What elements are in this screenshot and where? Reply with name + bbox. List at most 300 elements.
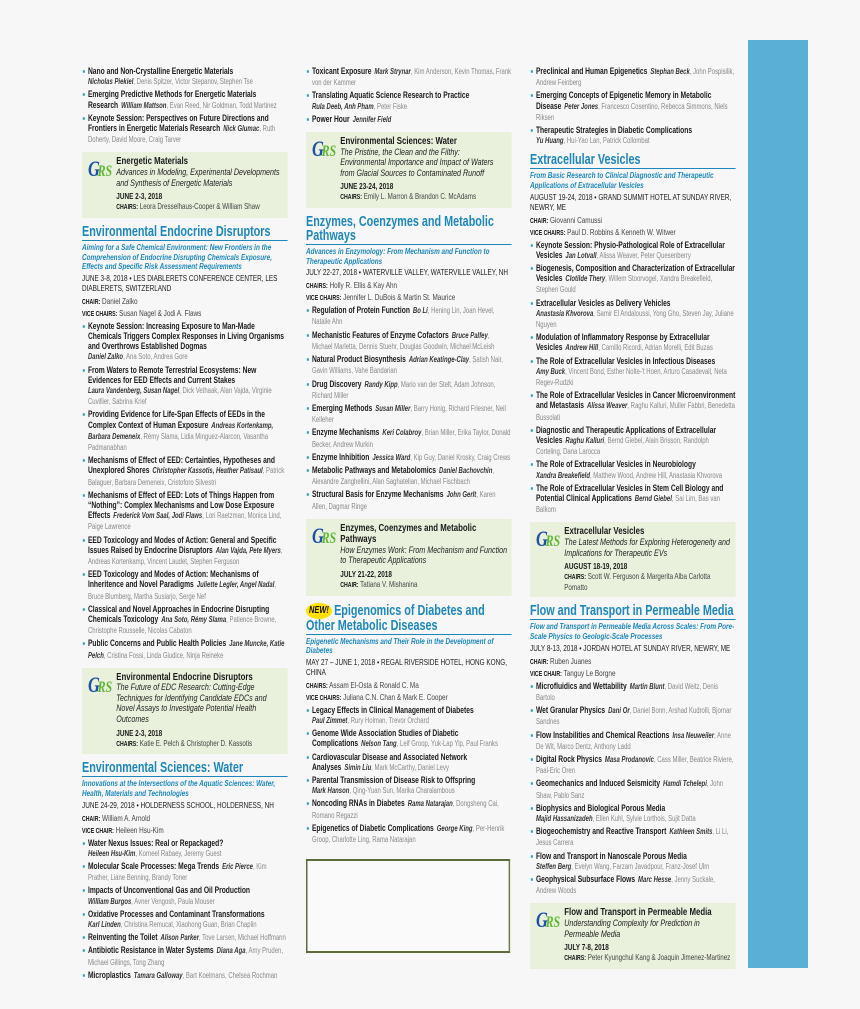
lead-speaker: Simin Liu (344, 762, 372, 772)
conference-title-text: Extracellular Vesicles (530, 152, 641, 169)
chairs-label: CHAIRS: (340, 194, 363, 202)
speakers: , Vincent Bond, Esther Nolte-'t Hoen, Arturo Casadevall, Neta Regev-Rudzki (535, 366, 727, 388)
lead-speaker: Insa Neuweiler (672, 730, 715, 740)
chair-line (530, 668, 736, 680)
speakers: , Hening Lin, Joan Hevel, Natalie Ahn (311, 306, 495, 327)
speakers: , Daniel Bonn, Arshad Kudrolli, Bjornar Sandnes (535, 706, 732, 727)
session-item (82, 113, 288, 146)
chair-line (530, 215, 736, 227)
speakers: , Mark McCarthy, Daniel Levy (371, 762, 449, 772)
session-item (82, 455, 288, 488)
lead-speaker: Steffen Berg (535, 861, 572, 871)
session-title: Water Nexus Issues: Real or Repackaged? (87, 837, 224, 848)
conference-title (82, 761, 288, 777)
speakers: , John Pospisilik, Andrew Feinberg (535, 67, 735, 88)
grs-date: JUNE 2-3, 2018 (116, 191, 163, 202)
chairs-names: Peter Kyungchul Kang & Joaquin Jimenez-Martinez (587, 952, 731, 963)
chair-line (530, 656, 736, 668)
session-item (82, 604, 288, 637)
new-badge: NEW! (306, 603, 332, 619)
session-item (82, 535, 288, 568)
lead-speaker: Keri Colabroy (382, 428, 422, 438)
session-title: Regulation of Protein Function (311, 305, 410, 316)
session-item (82, 89, 288, 110)
session-title: Digital Rock Physics (535, 753, 602, 764)
grs-subtitle: Understanding Complexity for Prediction in Permeable Media (564, 917, 700, 940)
lead-speaker: Alan Vajda, Pete Myers (215, 545, 281, 555)
speakers: , Peter Fiske (373, 101, 408, 111)
session-item (530, 730, 736, 752)
lead-speaker: Andrew Hill (565, 343, 599, 353)
session-title: Enzyme Mechanisms (311, 427, 380, 438)
session-item (530, 240, 736, 261)
session-list (82, 321, 288, 661)
session-item (306, 775, 512, 796)
lead-speaker: Peter Jones (564, 101, 599, 111)
session-title: Keynote Session: Physio-Pathological Role of Extracellular Vesicles (535, 239, 725, 260)
lead-speaker: Tamara Galloway (133, 970, 183, 980)
lead-speaker: Nick Glumac (223, 124, 260, 134)
lead-speaker: Masa Prodanovic (604, 754, 654, 764)
speakers: , John Shaw, Pablo Sanz (535, 779, 724, 800)
conference-title (530, 604, 736, 620)
speakers: , Bart Koelmans, Chelsea Rochman (182, 970, 278, 980)
speakers: , Dongsheng Cai, Romano Regazzi (311, 799, 499, 820)
session-title: Geophysical Subsurface Flows (535, 874, 636, 884)
grs-chairs (340, 192, 507, 203)
session-item (82, 321, 288, 363)
session-title: Oxidative Processes and Contaminant Transformations (87, 908, 265, 919)
lead-speaker: Diana Aga (216, 946, 246, 956)
chair-line (530, 227, 736, 239)
column-1 (82, 66, 288, 988)
conference-title (306, 215, 512, 245)
grs-date: JULY 21-22, 2018 (340, 568, 392, 579)
conference-section (306, 603, 512, 846)
grs-seminar-box (306, 132, 512, 208)
lead-speaker: Amy Buck (535, 366, 566, 376)
speakers: , Patrick Balaguer, Barbara Demeneix, Cristoforo Silvestri (87, 466, 285, 487)
session-title: Extracellular Vesicles as Delivery Vehicles (535, 297, 671, 308)
session-title: The Role of Extracellular Vesicles in Infectious Diseases (535, 355, 716, 366)
chairs-label: CHAIRS: (116, 204, 139, 212)
speakers: , Per-Henrik Groop, Charlotte Ling, Rama Natarajan (311, 823, 505, 844)
session-title: Microplastics (87, 969, 131, 980)
session-item (306, 728, 512, 749)
session-item (306, 705, 512, 726)
lead-speaker: Clotilde Thery (565, 274, 606, 284)
grs-chairs (564, 572, 731, 592)
session-item (306, 823, 512, 845)
conference-dateline: AUGUST 19-24, 2018 • GRAND SUMMIT HOTEL AT SUNDAY RIVER, NEWRY, ME (530, 192, 732, 212)
session-item (530, 459, 736, 480)
session-list (530, 681, 736, 897)
conference-section (306, 215, 512, 512)
conference-title-text: Epigenomics of Diabetes and Other Metabolic Diseases (306, 602, 485, 634)
session-title: Mechanisms of Effect of EED: Lots of Things Happen from “Nothing”: Complex Mechanisms and Low Dose Exposure Effects (87, 489, 275, 521)
chair-line (82, 813, 288, 825)
grs-seminar-box (530, 522, 736, 597)
speakers: , Dick Vethaak, Alan Vajda, Virginie Cuvillier, Sabrina Krief (87, 385, 272, 407)
grs-seminar-box (82, 668, 288, 754)
session-item (530, 332, 736, 353)
session-item (82, 365, 288, 408)
chair-label: CHAIR: (82, 815, 101, 823)
speakers: , Denis Spitzer, Victor Stepanov, Stephen Tse (133, 77, 253, 87)
grs-title: Environmental Sciences: Water (340, 135, 457, 148)
lead-speaker: Anastasia Khvorova (535, 308, 594, 318)
chair-label: CHAIR: (530, 217, 549, 225)
session-item (530, 483, 736, 516)
chairs-names: Tatiana V. Mishanina (360, 578, 418, 589)
lead-speaker: William Burgos (87, 896, 132, 906)
grs-chairs (564, 953, 731, 964)
session-item (82, 970, 288, 981)
chairs-label: CHAIRS: (564, 574, 587, 582)
session-title: Mechanistic Features of Enzyme Cofactors (311, 329, 449, 340)
session-title: The Role of Extracellular Vesicles in Neurobiology (535, 459, 696, 470)
speakers: , Ana Soto, Andrea Gore (123, 352, 188, 362)
session-item (306, 752, 512, 773)
chair-names: Assam El-Osta & Ronald C. Ma (329, 679, 419, 690)
chairs-names: Scott W. Ferguson & Margerita Alba Carlotta Pomatto (564, 571, 711, 592)
session-item (530, 125, 736, 146)
lead-speaker: Stephan Beck (650, 67, 690, 76)
chair-names: Tanguy Le Borgne (563, 667, 616, 678)
speakers: , Francesco Cosentino, Rebecca Simmons, Niels Riksen (535, 101, 728, 122)
session-title: Toxicant Exposure (311, 66, 372, 76)
speakers: , Bruce Blumberg, Martha Susiarjo, Serge Nef (87, 580, 277, 601)
speakers: , Sai Lim, Bas van Balkom (535, 494, 720, 515)
chair-names: Jennifer L. DuBois & Martin St. Maurice (343, 292, 456, 303)
chair-line (306, 692, 512, 704)
grs-title: Flow and Transport in Permeable Media (564, 906, 712, 919)
chair-label: CHAIR: (530, 658, 549, 666)
session-list (82, 838, 288, 981)
session-title: Providing Evidence for Life-Span Effects of EEDs in the Complex Context of Human Exposure (87, 409, 265, 430)
grs-seminar-box (530, 903, 736, 968)
chair-label: VICE CHAIRS: (306, 694, 342, 702)
lead-speaker: Raghu Kalluri (565, 436, 605, 446)
conference-subtitle: Advances in Enzymology: From Mechanism and Function to Therapeutic Applications (306, 245, 490, 266)
speakers: , Qing-Yuan Sun, Marika Charalambous (349, 786, 455, 796)
lead-speaker: Yu Huang (535, 136, 564, 146)
session-title: Translating Aquatic Science Research to Practice (311, 90, 470, 101)
speakers: , Andreas Kortenkamp, Vincent Laudet, Stephen Ferguson (87, 545, 283, 566)
session-title: Emerging Concepts of Epigenetic Memory in Metabolic Disease (535, 90, 712, 111)
session-item (530, 356, 736, 389)
speakers: , Karen Allen, Dagmar Ringe (311, 490, 496, 511)
speakers: , Amy Pruden, Michael Gillings, Tong Zhang (87, 946, 283, 967)
session-item (530, 826, 736, 848)
session-item (306, 66, 512, 88)
session-item (306, 452, 512, 463)
conference-dateline: JULY 22-27, 2018 • WATERVILLE VALLEY, WATERVILLE VALLEY, NH (306, 267, 508, 278)
conference-subtitle: Innovations at the Intersections of the Aquatic Sciences: Water, Health, Materials and Technologies (82, 778, 276, 799)
chair-line (306, 280, 512, 292)
conference-title (82, 225, 288, 241)
lead-speaker: Bruce Palfey (451, 330, 488, 340)
session-title: Keynote Session: Increasing Exposure to Man-Made Chemicals Triggers Complex Responses in Living Organisms and Overthrows Established Dogmas (87, 320, 284, 352)
conference-title (306, 603, 512, 635)
session-title: Therapeutic Strategies in Diabetic Complications (535, 125, 693, 136)
speakers: , Christina Remucal, Xiaohong Guan, Brian Chaplin (120, 920, 257, 930)
session-title: Biogeochemistry and Reactive Transport (535, 826, 667, 837)
session-item (306, 114, 512, 125)
session-title: Emerging Methods (311, 402, 373, 413)
grs-logo: GRS (87, 156, 113, 182)
speakers: , Hui-Yao Lan, Patrick Collombat (563, 136, 650, 146)
speakers: , Barry Honig, Richard Friesner, Neil Kelleher (311, 403, 506, 425)
chair-line (82, 308, 288, 320)
grs-seminar-box (82, 152, 288, 217)
session-list (530, 240, 736, 516)
session-title: Parental Transmission of Disease Risk to Offspring (311, 774, 476, 785)
conference-title-text: Flow and Transport in Permeable Media (530, 603, 734, 620)
chairs-label: CHAIR: (340, 581, 359, 589)
session-title: The Role of Extracellular Vesicles in Cancer Microenvironment and Metastasis (535, 390, 736, 411)
speakers: , Lori Raetzman, Monica Lind, Paige Lawrence (87, 511, 282, 532)
lead-speaker: Bo Li (412, 306, 428, 316)
column-2 (306, 66, 512, 953)
grs-title: Enzymes, Coenzymes and Metabolic Pathways (340, 521, 477, 546)
lead-speaker: Marc Hesse (638, 875, 672, 884)
conference-section (82, 761, 288, 981)
speakers: , Satish Nair, Gavin Williams, Vahe Bandarian (311, 355, 503, 376)
conference-section (530, 604, 736, 896)
lead-speaker: Daniel Bachovchin (439, 465, 493, 475)
grs-chairs (340, 580, 507, 591)
session-title: Genome Wide Association Studies of Diabetic Complications (311, 728, 459, 749)
grs-title: Energetic Materials (116, 155, 189, 168)
conference-subtitle: From Basic Research to Clinical Diagnostic and Therapeutic Applications of Extracellular Vesicles (530, 170, 714, 191)
session-title: Metabolic Pathways and Metabolomics (311, 464, 437, 475)
chairs-label: CHAIRS: (564, 955, 587, 963)
lead-speaker: Randy Kipp (364, 379, 398, 389)
lead-speaker: Hamdi Tchelepi (663, 779, 707, 789)
session-item (82, 409, 288, 453)
column-3 (530, 66, 736, 976)
speakers: , Willem Stoorvogel, Xandra Breakefield, Stephen Gould (535, 274, 713, 295)
lead-speaker: Jane Muncke, Katie Pelch (87, 639, 285, 660)
lead-speaker: Mark Hanson (311, 786, 350, 796)
conference-title-text: Environmental Endocrine Disruptors (82, 223, 271, 240)
grs-logo: GRS (311, 136, 337, 162)
session-item (530, 754, 736, 776)
session-title: Epigenetics of Diabetic Complications (311, 822, 434, 833)
lead-speaker: Majid Hassanizadeh (535, 813, 593, 823)
conference-dateline: JULY 8-13, 2018 • JORDAN HOTEL AT SUNDAY RIVER, NEWRY, ME (530, 642, 731, 653)
conference-title-text: Environmental Sciences: Water (82, 760, 244, 777)
session-item (530, 778, 736, 800)
speakers: , Anne De Wit, Marco Dentz, Anthony Ladd (535, 730, 731, 751)
session-item (306, 489, 512, 511)
session-title: Noncoding RNAs in Diabetes (311, 798, 405, 809)
speakers: , Li Li, Jesus Carrera (535, 827, 729, 848)
chair-names: Daniel Zalko (102, 295, 138, 306)
grs-logo: GRS (535, 907, 561, 933)
speakers: , Michael Marletta, Dennis Stuehr, Douglas Goodwin, Michael McLeish (311, 330, 495, 351)
speakers: , Rémy Slama, Lidia Minguez-Alarcon, Vasantha Padmanabhan (87, 431, 269, 452)
session-title: The Role of Extracellular Vesicles in Stem Cell Biology and Potential Clinical Applications (535, 482, 724, 504)
chair-names: Heileen Hsu-Kim (115, 824, 164, 835)
speakers: , Rury Holman, Trevor Orchard (347, 715, 429, 725)
session-title: Flow Instabilities and Chemical Reactions (535, 729, 670, 740)
lead-speaker: Alissa Weaver (587, 401, 628, 411)
grs-chairs (116, 739, 283, 750)
session-title: Geomechanics and Induced Seismicity (535, 778, 661, 789)
lead-speaker: Jan Lotvall (565, 250, 597, 260)
speakers: , Alissa Weaver, Peter Quesenberry (596, 250, 691, 260)
grs-date: JUNE 2-3, 2018 (116, 727, 163, 738)
speakers: , Evan Reed, Nir Goldman, Todd Martinez (166, 100, 277, 110)
session-title: Flow and Transport in Nanoscale Porous Media (535, 850, 687, 861)
session-title: Keynote Session: Perspectives on Future Directions and Frontiers in Energetic Materials Research (87, 112, 269, 134)
session-title: Biophysics and Biological Porous Media (535, 802, 666, 813)
lead-speaker: Rama Natarajan (407, 799, 453, 809)
session-item (530, 390, 736, 423)
chair-names: Holly R. Ellis & Kay Ahn (329, 280, 398, 291)
chair-label: VICE CHAIRS: (530, 229, 566, 237)
speakers: , Raghu Kalluri, Muller Fabbri, Benedetta Bussolati (535, 401, 736, 422)
session-item (306, 330, 512, 352)
grs-chairs (116, 202, 283, 213)
chair-label: VICE CHAIRS: (306, 295, 342, 303)
chair-label: VICE CHAIRS: (82, 310, 118, 318)
session-title: Natural Product Biosynthesis (311, 354, 406, 365)
session-title: Power Hour (311, 113, 350, 124)
session-title: Enzyme Inhibition (311, 451, 370, 462)
lead-speaker: Paul Zimmet (311, 715, 348, 725)
chair-label: VICE CHAIR: (530, 670, 562, 678)
session-item (530, 298, 736, 331)
lead-speaker: Bernd Giebel (634, 494, 672, 504)
session-item (530, 851, 736, 872)
grs-seminar-box (306, 519, 512, 596)
speakers: , Evelyn Wang, Farzam Javadpour, Franz-Josef Ulm (571, 861, 710, 871)
speakers: , David Weitz, Denis Bartolo (535, 681, 719, 702)
session-item (530, 263, 736, 296)
session-item (530, 425, 736, 458)
session-title: Microfluidics and Wettability (535, 680, 627, 691)
lead-speaker: George King (436, 823, 473, 833)
speakers: , Alexandre Zanghellini, Alan Saghatelian, Michael Fischbach (311, 465, 495, 487)
session-item (82, 909, 288, 930)
session-item (530, 874, 736, 896)
speakers: , Kip Guy, Daniel Krosky, Craig Crews (410, 452, 511, 462)
session-item (530, 90, 736, 123)
conference-subtitle: Flow and Transport in Permeable Media Across Scales: From Pore-Scale Physics to Geologic-Scale Processes (530, 621, 735, 642)
chair-names: Paul D. Robbins & Kenneth W. Witwer (567, 226, 676, 237)
session-title: Impacts of Unconventional Gas and Oil Production (87, 885, 251, 896)
chair-names: Ruben Juanes (550, 655, 592, 666)
lead-speaker: Laura Vandenberg, Susan Nagel (87, 385, 180, 395)
session-title: Emerging Predictive Methods for Energetic Materials Research (87, 89, 257, 110)
session-title: From Waters to Remote Terrestrial Ecosystems: New Evidences for EED Effects and Current Stakes (87, 364, 257, 385)
conference-section (530, 153, 736, 515)
photo-frame (306, 859, 510, 953)
chair-line (82, 296, 288, 308)
conference-subtitle: Epigenetic Mechanisms and Their Role in the Development of Diabetes (306, 635, 494, 656)
grs-logo: GRS (535, 526, 561, 552)
chair-names: Giovanni Camussi (550, 214, 602, 225)
lead-speaker: Frederick Vom Saal, Jodi Flaws (113, 511, 203, 521)
lead-speaker: Jennifer Field (352, 114, 392, 124)
session-list (82, 66, 288, 145)
chair-label: CHAIRS: (306, 283, 328, 291)
speakers: , Leif Groop, Yuk-Lap Yip, Paul Franks (396, 739, 498, 749)
lead-speaker: Kathleen Smits (669, 827, 713, 837)
session-item (82, 638, 288, 660)
lead-speaker: Ana Soto, Rémy Slama (161, 614, 227, 624)
lead-speaker: William Mattson (121, 100, 167, 110)
session-item (530, 66, 736, 88)
session-title: Public Concerns and Public Health Policies (87, 638, 227, 649)
chairs-names: Katie E. Pelch & Christopher D. Kassotis (139, 737, 253, 748)
speakers: , Tove Larsen, Michael Hoffmann (198, 933, 286, 943)
lead-speaker: Eric Pierce (222, 862, 253, 872)
session-item (82, 66, 288, 87)
chairs-names: Emily L. Marron & Brandon C. McAdams (363, 191, 477, 202)
session-item (82, 932, 288, 943)
speakers: , Bernd Giebel, Alain Brisson, Randolph Corteling, Dana Larocca (535, 436, 709, 457)
lead-speaker: Christopher Kassotis, Heather Patisaul (152, 466, 263, 476)
session-item (82, 838, 288, 859)
chair-label: CHAIRS: (306, 682, 328, 690)
session-item (530, 681, 736, 703)
session-title: Molecular Scale Processes: Mega Trends (87, 861, 220, 872)
speakers: , Ellen Kuhl, Sylvie Lorthois, Sujit Datta (592, 813, 696, 823)
side-tab-bar (748, 40, 808, 968)
lead-speaker: Karl Linden (87, 920, 121, 930)
session-item (306, 90, 512, 111)
session-title: Biogenesis, Composition and Characterization of Extracellular Vesicles (535, 263, 735, 284)
lead-speaker: Nicholas Piekiel (87, 77, 134, 87)
session-item (306, 354, 512, 376)
lead-speaker: Xandra Breakefield (535, 470, 590, 480)
session-title: Nano and Non-Crystalline Energetic Materials (87, 66, 234, 76)
session-item (306, 427, 512, 449)
session-title: Reinventing the Toilet (87, 932, 158, 943)
session-title: Wet Granular Physics (535, 705, 606, 716)
grs-subtitle: The Latest Methods for Exploring Heterogeneity and Implications for Therapeutic EVs (564, 536, 730, 559)
session-item (306, 379, 512, 401)
chair-label: CHAIR: (82, 298, 101, 306)
session-item (306, 403, 512, 425)
session-title: Legacy Effects in Clinical Management of Diabetes (311, 704, 474, 715)
grs-date: JULY 7-8, 2018 (564, 942, 609, 953)
session-title: Preclinical and Human Epigenetics (535, 66, 648, 76)
lead-speaker: Juliette Legler, Angel Nadal (196, 580, 275, 590)
conference-dateline: JUNE 24-29, 2018 • HOLDERNESS SCHOOL, HOLDERNESS, NH (82, 799, 274, 810)
speakers: , Avner Vengosh, Paula Mouser (131, 896, 215, 906)
lead-speaker: Susan Miller (375, 403, 411, 413)
chair-line (306, 680, 512, 692)
chair-names: William A. Arnold (102, 812, 151, 823)
lead-speaker: Jessica Ward (372, 452, 411, 462)
conference-subtitle: Aiming for a Safe Chemical Environment: New Frontiers in the Comprehension of Endocrine Disrupting Chemicals Exposure, Effects and Specific Risk Assessment Requirements (82, 241, 272, 272)
chair-label: VICE CHAIR: (82, 827, 114, 835)
lead-speaker: Nelson Tang (361, 739, 397, 749)
speakers: , Mario van der Stelt, Adam Johnson, Richard Miller (311, 379, 496, 400)
speakers: , Cristina Fossi, Linda Giudice, Ninja Reineke (103, 650, 224, 660)
lead-speaker: Mark Strynar (374, 67, 411, 76)
grs-subtitle: The Pristine, the Clean and the Filthy: Environmental Importance and Impact of Waters from Glacial Sources to Contaminated Runoff (340, 146, 494, 179)
chair-names: Juliana C.N. Chan & Mark E. Cooper (343, 691, 448, 702)
session-list (306, 305, 512, 511)
lead-speaker: Rula Deeb, Anh Pham (311, 101, 374, 111)
conference-dateline: MAY 27 – JUNE 1, 2018 • REGAL RIVERSIDE HOTEL, HONG KONG, CHINA (306, 657, 508, 677)
